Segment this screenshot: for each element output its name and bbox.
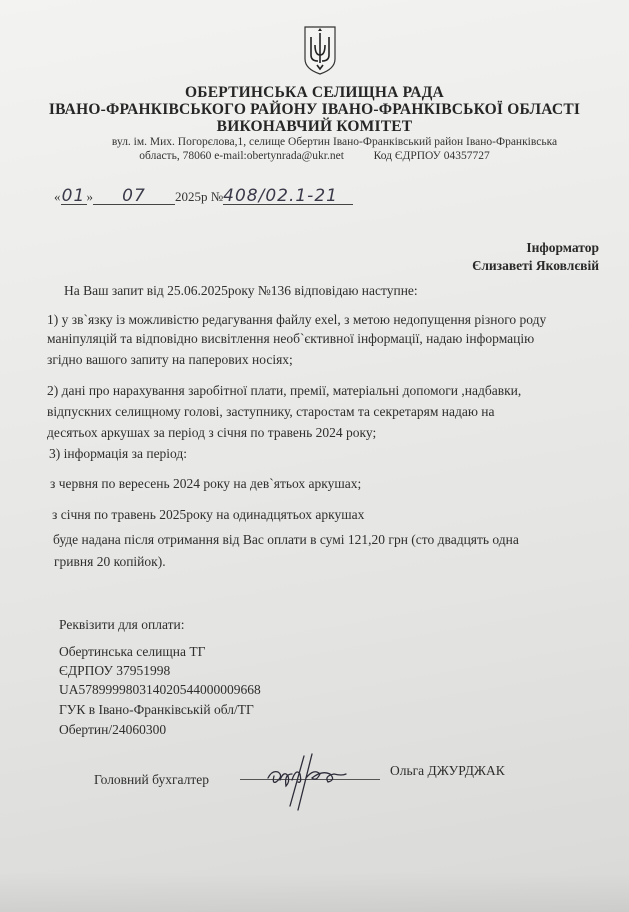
item3-heading: 3) інформація за період:	[49, 446, 188, 461]
item2-line1: 2) дані про нарахування заробітної плати, премії, матеріальні допомоги ,надбавки,	[47, 383, 522, 398]
item1-line3: згідно вашого запиту на паперових носіях;	[47, 352, 293, 367]
payment-treasury: ГУК в Івано-Франківській обл/ТГ	[59, 702, 254, 717]
payment-edrpou: ЄДРПОУ 37951998	[59, 663, 171, 678]
item1-line1: 1) у зв`язку із можливістю редагування файлу exel, з метою недопущення різного роду	[47, 312, 547, 327]
payment-recipient: Обертинська селищна ТГ	[59, 644, 206, 659]
item2-line2: відпускних селищному голові, заступнику, старостам та секретарям надаю на	[47, 404, 495, 419]
open-quote: «	[54, 189, 61, 204]
item3-payment-line2: гривня 20 копійок).	[54, 554, 166, 569]
signatory-name: Ольга ДЖУРДЖАК	[390, 763, 505, 778]
intro-text: На Ваш запит від 25.06.2025року №136 відповідаю наступне:	[64, 283, 418, 298]
item1-line2: маніпуляцій та відповідно висвітлення необ`єктивної інформації, надаю інформацію	[47, 331, 535, 346]
address-email: область, 78060 e-mail:obertynrada@ukr.net	[139, 150, 344, 162]
recipient-name: Єлизаветі Яковлєвій	[472, 258, 599, 273]
item3-payment-line1: буде надана після отримання від Вас оплати в сумі 121,20 грн (сто двадцять одна	[53, 532, 519, 547]
reference-number: 408/02.1-21	[223, 188, 353, 205]
item3-period-1: з червня по вересень 2024 року на дев`ятьох аркушах;	[50, 476, 362, 491]
committee-name: ВИКОНАВЧИЙ КОМІТЕТ	[216, 118, 413, 135]
close-quote: »	[86, 189, 93, 204]
address-line-2	[0, 150, 629, 162]
address-line-1: вул. ім. Мих. Погорєлова,1, селище Обертин Івано-Франківський район Івано-Франківська	[111, 136, 558, 148]
payment-details-heading: Реквізити для оплати:	[59, 617, 185, 632]
item2-line3: десятьох аркушах за період з січня по травень 2024 року;	[47, 425, 377, 440]
payment-iban: UA578999980314020544000009668	[59, 682, 261, 697]
trident-emblem-icon	[302, 25, 338, 75]
reference-line	[54, 188, 353, 205]
signatory-position: Головний бухгалтер	[94, 772, 209, 787]
page-shadow	[0, 872, 629, 912]
handwritten-signature-icon	[262, 752, 352, 812]
recipient-title: Інформатор	[526, 240, 599, 255]
reference-month: 07	[93, 188, 175, 205]
payment-code: Обертин/24060300	[59, 722, 167, 737]
item3-period-2: з січня по травень 2025року на одинадцятьох аркушах	[52, 507, 365, 522]
reference-day: 01	[61, 186, 86, 206]
edrpou-code: Код ЄДРПОУ 04357727	[373, 150, 490, 162]
district-name: ІВАНО-ФРАНКІВСЬКОГО РАЙОНУ ІВАНО-ФРАНКІВСЬКОЇ ОБЛАСТІ	[48, 101, 581, 118]
council-name: ОБЕРТИНСЬКА СЕЛИЩНА РАДА	[185, 84, 444, 101]
reference-year: 2025р №	[175, 189, 224, 204]
